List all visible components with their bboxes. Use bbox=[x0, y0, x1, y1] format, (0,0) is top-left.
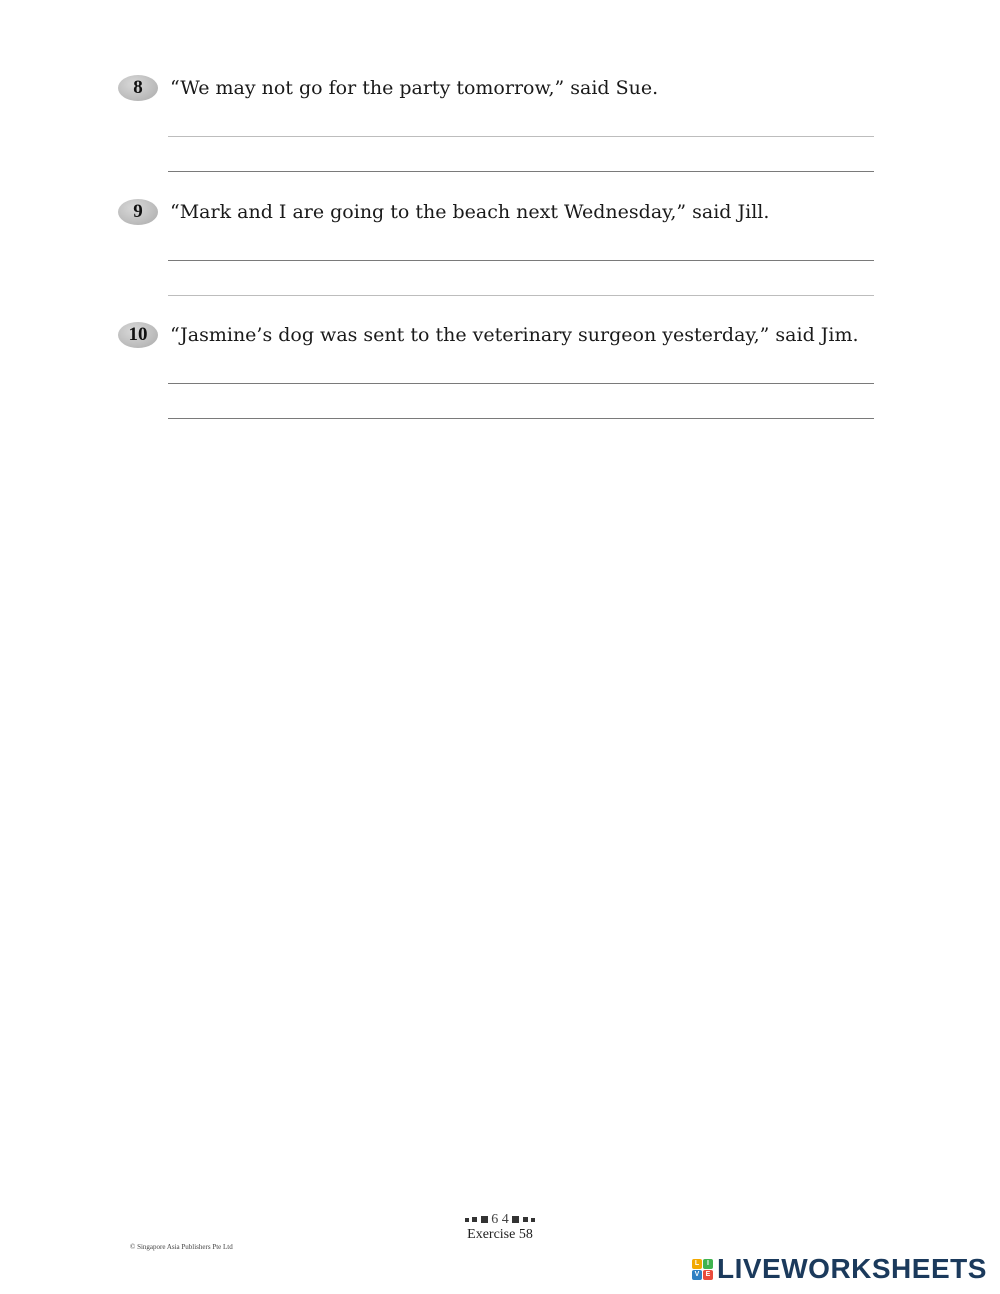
answer-line[interactable] bbox=[168, 171, 874, 172]
decorative-square-icon bbox=[523, 1217, 528, 1222]
question-number-badge: 10 bbox=[118, 322, 158, 348]
decorative-square-icon bbox=[481, 1216, 488, 1223]
question-text: “Mark and I are going to the beach next Wednesday,” said Jill. bbox=[170, 201, 770, 223]
decorative-square-icon bbox=[512, 1216, 519, 1223]
liveworksheets-logo[interactable] bbox=[692, 1253, 987, 1285]
brand-name: LIVEWORKSHEETS bbox=[717, 1253, 987, 1284]
exercise-label: Exercise 58 bbox=[467, 1227, 533, 1242]
decorative-square-icon bbox=[465, 1218, 469, 1222]
question-number-badge: 9 bbox=[118, 199, 158, 225]
question-text: “We may not go for the party tomorrow,” said Sue. bbox=[170, 77, 659, 99]
decorative-square-icon bbox=[531, 1218, 535, 1222]
liveworksheets-logo-icon: L I V E bbox=[692, 1259, 713, 1280]
answer-line[interactable] bbox=[168, 295, 874, 296]
answer-line[interactable] bbox=[168, 418, 874, 419]
page-number bbox=[440, 1212, 560, 1228]
answer-line[interactable] bbox=[168, 260, 874, 261]
question-number-badge: 8 bbox=[118, 75, 158, 101]
decorative-square-icon bbox=[472, 1217, 477, 1222]
copyright-notice: © Singapore Asia Publishers Pte Ltd bbox=[130, 1243, 233, 1251]
page-number-text: 6 4 bbox=[491, 1212, 509, 1227]
question-text: “Jasmine’s dog was sent to the veterinary surgeon yesterday,” said Jim. bbox=[170, 324, 859, 346]
answer-line[interactable] bbox=[168, 136, 874, 137]
answer-line[interactable] bbox=[168, 383, 874, 384]
